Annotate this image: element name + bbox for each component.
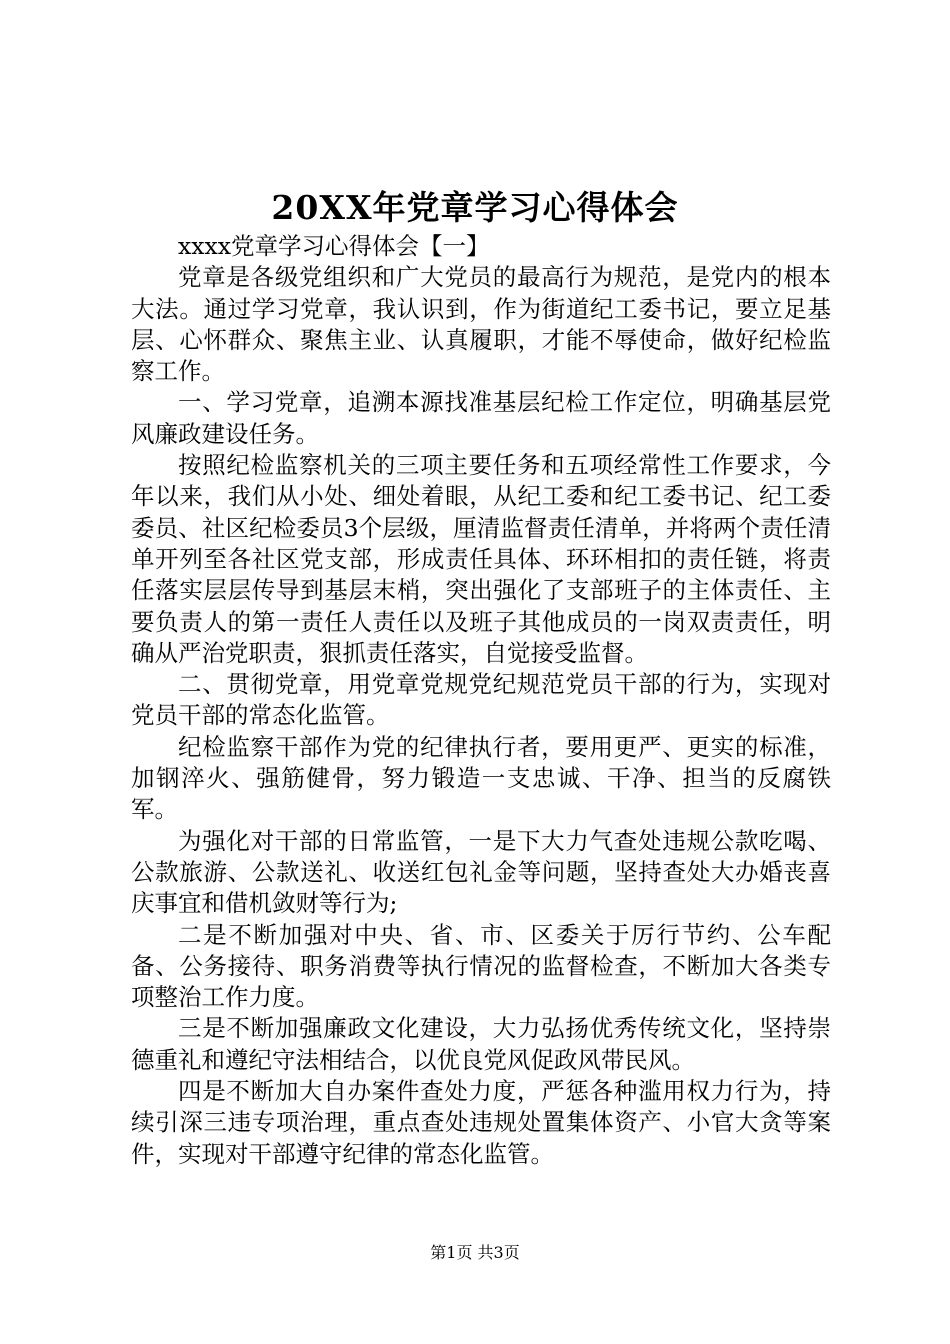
paragraph: 四是不断加大自办案件查处力度，严惩各种滥用权力行为，持续引深三违专项治理，重点查处违规处置集体资产、小官大贪等案件，实现对干部遵守纪律的常态化监管。 [131,1077,831,1168]
paragraph: 一、学习党章，追溯本源找准基层纪检工作定位，明确基层党风廉政建设任务。 [131,388,831,448]
paragraph: 为强化对干部的日常监管，一是下大力气查处违规公款吃喝、公款旅游、公款送礼、收送红包礼金等问题，坚持查处大办婚丧喜庆事宜和借机敛财等行为; [131,826,831,918]
paragraph: 二是不断加强对中央、省、市、区委关于厉行节约、公车配备、公务接待、职务消费等执行情况的监督检查，不断加大各类专项整治工作力度。 [131,920,831,1012]
paragraph: 党章是各级党组织和广大党员的最高行为规范，是党内的根本大法。通过学习党章，我认识到，作为街道纪工委书记，要立足基层、心怀群众、聚焦主业、认真履职，才能不辱使命，做好纪检监察工作。 [131,263,831,386]
document-body [131,231,831,1170]
paragraph: 按照纪检监察机关的三项主要任务和五项经常性工作要求，今年以来，我们从小处、细处着眼，从纪工委和纪工委书记、纪工委委员、社区纪检委员3个层级，厘清监督责任清单，并将两个责任清单开列至各社区党支部，形成责任具体、环环相扣的责任链，将责任落实层层传导到基层末梢，突出强化了支部班子的主体责任、主要负责人的第一责任人责任以及班子其他成员的一岗双责责任，明确从严治党职责，狠抓责任落实，自觉接受监督。 [131,451,831,667]
page-number-footer: 第1页 共3页 [430,1243,520,1262]
paragraph: 纪检监察干部作为党的纪律执行者，要用更严、更实的标准，加钢淬火、强筋健骨，努力锻造一支忠诚、干净、担当的反腐铁军。 [131,732,831,824]
section-heading: xxxx党章学习心得体会【一】 [178,232,490,260]
document-title: 20XX年党章学习心得体会 [271,188,679,227]
paragraph: 二、贯彻党章，用党章党规党纪规范党员干部的行为，实现对党员干部的常态化监管。 [131,670,831,730]
paragraph: 三是不断加强廉政文化建设，大力弘扬优秀传统文化，坚持崇德重礼和遵纪守法相结合，以优良党风促政风带民风。 [131,1014,831,1074]
